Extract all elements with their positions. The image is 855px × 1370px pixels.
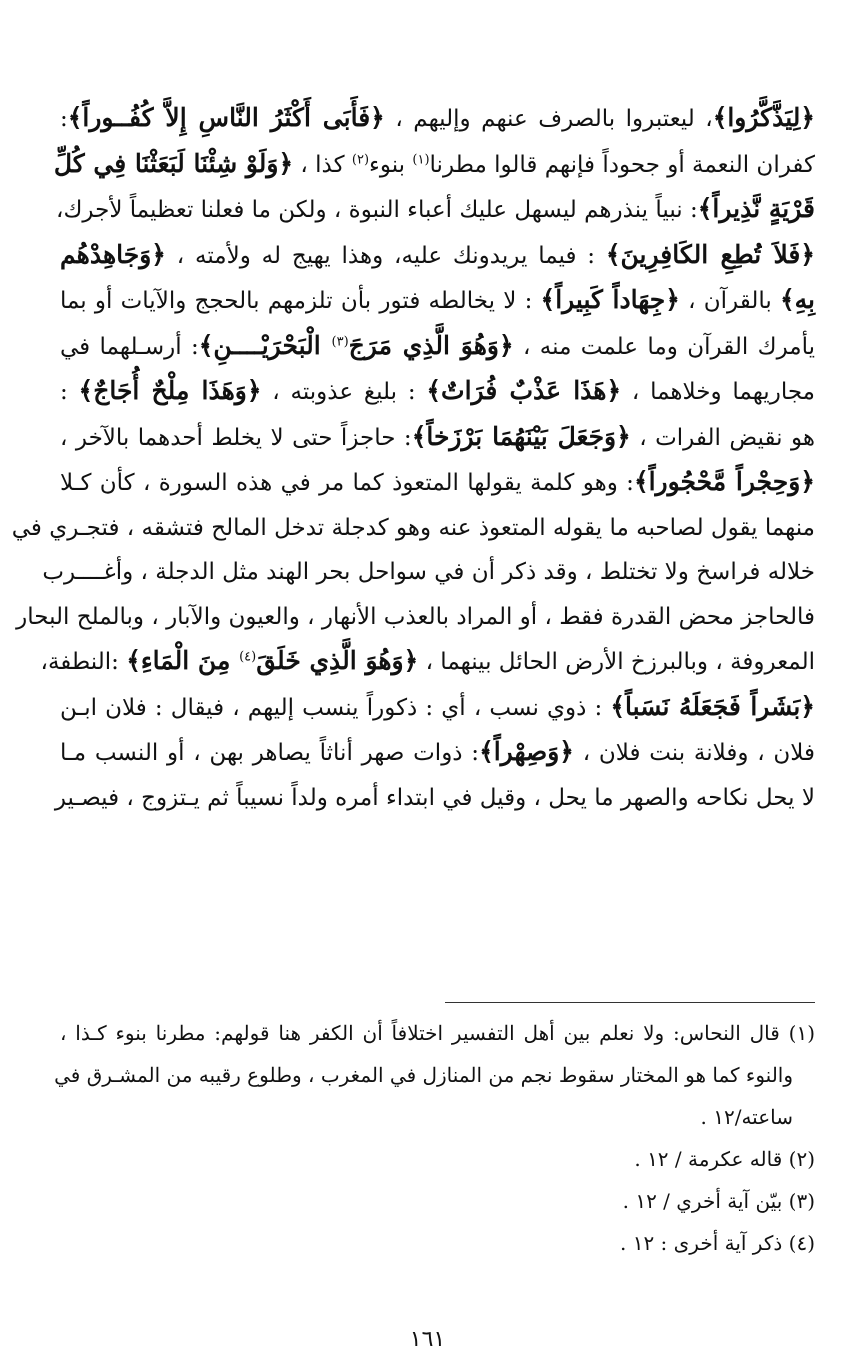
text-segment: : ذوات صهر أناثاً يصاهر بهن ، أو النسب مـا xyxy=(60,740,480,766)
quran-quote: قَرْيَةٍ نَّذِيراً﴾ xyxy=(697,194,815,223)
text-line xyxy=(60,685,815,731)
text-line xyxy=(60,415,815,461)
quran-quote: ﴿فَلاَ تُطِعِ الكَافِرِينَ﴾ xyxy=(605,239,815,269)
quran-quote: ﴿وَهُوَ الَّذِي مَرَجَ xyxy=(348,330,514,360)
text-segment: المعروفة ، وبالبرزخ الأرض الحائل بينهما ، xyxy=(418,649,815,675)
text-segment: : xyxy=(60,379,79,405)
quran-quote: ﴿لِيَذَّكَّرُوا﴾ xyxy=(712,103,815,132)
text-segment: بنوء xyxy=(369,151,413,178)
text-segment: يأمرك القرآن وما علمت منه ، xyxy=(513,333,815,360)
quran-quote: ﴿وَحِجْراً مَّحْجُوراً﴾ xyxy=(633,467,815,496)
footnote-3: (٣) بيّن آية أخري / ١٢ . xyxy=(622,1189,815,1213)
tafsir-text xyxy=(11,96,816,820)
text-segment: هو نقيض الفرات ، xyxy=(630,424,815,451)
text-segment: لا يحل نكاحه والصهر ما يحل ، وقيل في ابتداء أمره ولداً نسيباً ثم يـتزوج ، فيصـير xyxy=(54,784,815,811)
text-segment: : xyxy=(60,106,68,132)
text-line xyxy=(54,776,815,821)
quran-quote: مِنَ الْمَاءِ﴾ xyxy=(126,646,240,675)
text-line xyxy=(60,460,815,506)
text-segment: ، ليعتبروا بالصرف عنهم وإليهم ، xyxy=(384,106,713,132)
quran-quote: ﴿فَأَبَى أَكْثَرُ النَّاسِ إِلاَّ كُفُــوراً﴾ xyxy=(67,103,385,132)
quran-quote: ﴿وَهُوَ الَّذِي خَلَقَ xyxy=(256,646,419,675)
text-line xyxy=(60,278,815,324)
quran-quote: ﴿وَلَوْ شِئْنَا لَبَعَثْنَا فِي كُلِّ xyxy=(53,148,294,178)
text-segment: : ذوي نسب ، أي : ذكوراً ينسب إليهم ، فيقال : فلان ابـن xyxy=(60,694,611,721)
text-segment: فالحاجز محض القدرة فقط ، أو المراد بالعذب الأنهار ، والعيون والآبار ، وبالملح البحار xyxy=(16,603,815,630)
footnote-1-line-1: (١) قال النحاس: ولا نعلم بين أهل التفسير اختلافاً أن الكفر هنا قولهم: مطرنا بنوء كـذا ، xyxy=(60,1021,815,1045)
footnotes xyxy=(54,1012,815,1264)
quran-quote: ﴿وَجَاهِدْهُم xyxy=(60,239,166,269)
footnote-1-line-2: والنوء كما هو المختار سقوط نجم من المنازل في المغرب ، وطلوع رقيبه من المشـرق في xyxy=(54,1063,793,1087)
text-segment: : فيما يريدونك عليه، وهذا يهيج له ولأمته ، xyxy=(165,242,606,269)
quran-quote: بِهِ﴾ xyxy=(780,285,816,314)
quran-quote: ﴿بَشَراً فَجَعَلَهُ نَسَباً﴾ xyxy=(610,691,815,721)
text-segment: بالقرآن ، xyxy=(679,288,780,314)
footnote-1-line-3: ساعته/١٢ . xyxy=(700,1105,793,1129)
text-segment: كذا ، xyxy=(293,151,352,178)
text-line xyxy=(16,595,815,640)
text-line xyxy=(40,639,815,685)
text-line xyxy=(56,187,815,233)
text-segment: : نبياً ينذرهم ليسهل عليك أعباء النبوة ، ولكن ما فعلنا تعظيماً لأجرك، xyxy=(56,197,698,223)
quran-quote: ﴿وَهَذَا مِلْحٌ أُجَاجٌ﴾ xyxy=(78,376,262,405)
footnote-marker: (٢) xyxy=(351,151,370,167)
text-line xyxy=(60,730,815,776)
footnote-marker: (٤) xyxy=(239,649,257,665)
text-line xyxy=(60,233,815,279)
text-line xyxy=(11,506,815,551)
text-line xyxy=(53,142,815,188)
text-segment: :النطفة، xyxy=(40,649,127,675)
footnote-4: (٤) ذكر آية أخرى : ١٢ . xyxy=(619,1231,815,1255)
text-segment: : لا يخالطه فتور بأن تلزمهم بالحجج والآيات أو بما xyxy=(60,288,541,314)
text-segment: مجاريهما وخلاهما ، xyxy=(621,379,815,405)
footnote-marker: (١) xyxy=(412,151,430,167)
text-line xyxy=(42,550,815,595)
text-line xyxy=(60,324,815,370)
quran-quote: ﴿وَجَعَلَ بَيْنَهُمَا بَرْزَخاً﴾ xyxy=(411,421,631,451)
text-line xyxy=(60,96,815,142)
text-segment: : حاجزاً حتى لا يخلط أحدهما بالآخر ، xyxy=(60,424,412,451)
quran-quote: ﴿وَصِهْراً﴾ xyxy=(479,737,574,766)
text-segment: فلان ، وفلانة بنت فلان ، xyxy=(573,740,815,766)
quran-quote: ﴿جِهَاداً كَبِيراً﴾ xyxy=(540,285,680,314)
text-segment: : أرسـلهما في xyxy=(60,333,199,360)
text-line xyxy=(60,369,815,415)
page-number: ١٦١ xyxy=(409,1327,446,1352)
footnote-marker: (٣) xyxy=(331,333,349,349)
footnote-2: (٢) قاله عكرمة / ١٢ . xyxy=(634,1147,815,1171)
text-segment: : بليغ عذوبته ، xyxy=(261,379,427,405)
footnote-separator xyxy=(445,1002,815,1003)
text-segment: كفران النعمة أو جحوداً فإنهم قالوا مطرنا xyxy=(429,151,815,178)
quran-quote: الْبَحْرَيْــــنِ﴾ xyxy=(198,330,332,360)
text-segment: : وهو كلمة يقولها المتعوذ كما مر في هذه السورة ، كأن كـلا xyxy=(60,470,634,496)
quran-quote: ﴿هَذَا عَذْبٌ فُرَاتٌ﴾ xyxy=(426,376,622,405)
text-segment: خلاله فراسخ ولا تختلط ، وقد ذكر أن في سواحل بحر الهند مثل الدجلة ، وأغــــرب xyxy=(42,559,815,585)
text-segment: منهما يقول لصاحبه ما يقوله المتعوذ عنه وهو كدجلة تدخل المالح فتشقه ، فتجـري في xyxy=(11,514,815,541)
